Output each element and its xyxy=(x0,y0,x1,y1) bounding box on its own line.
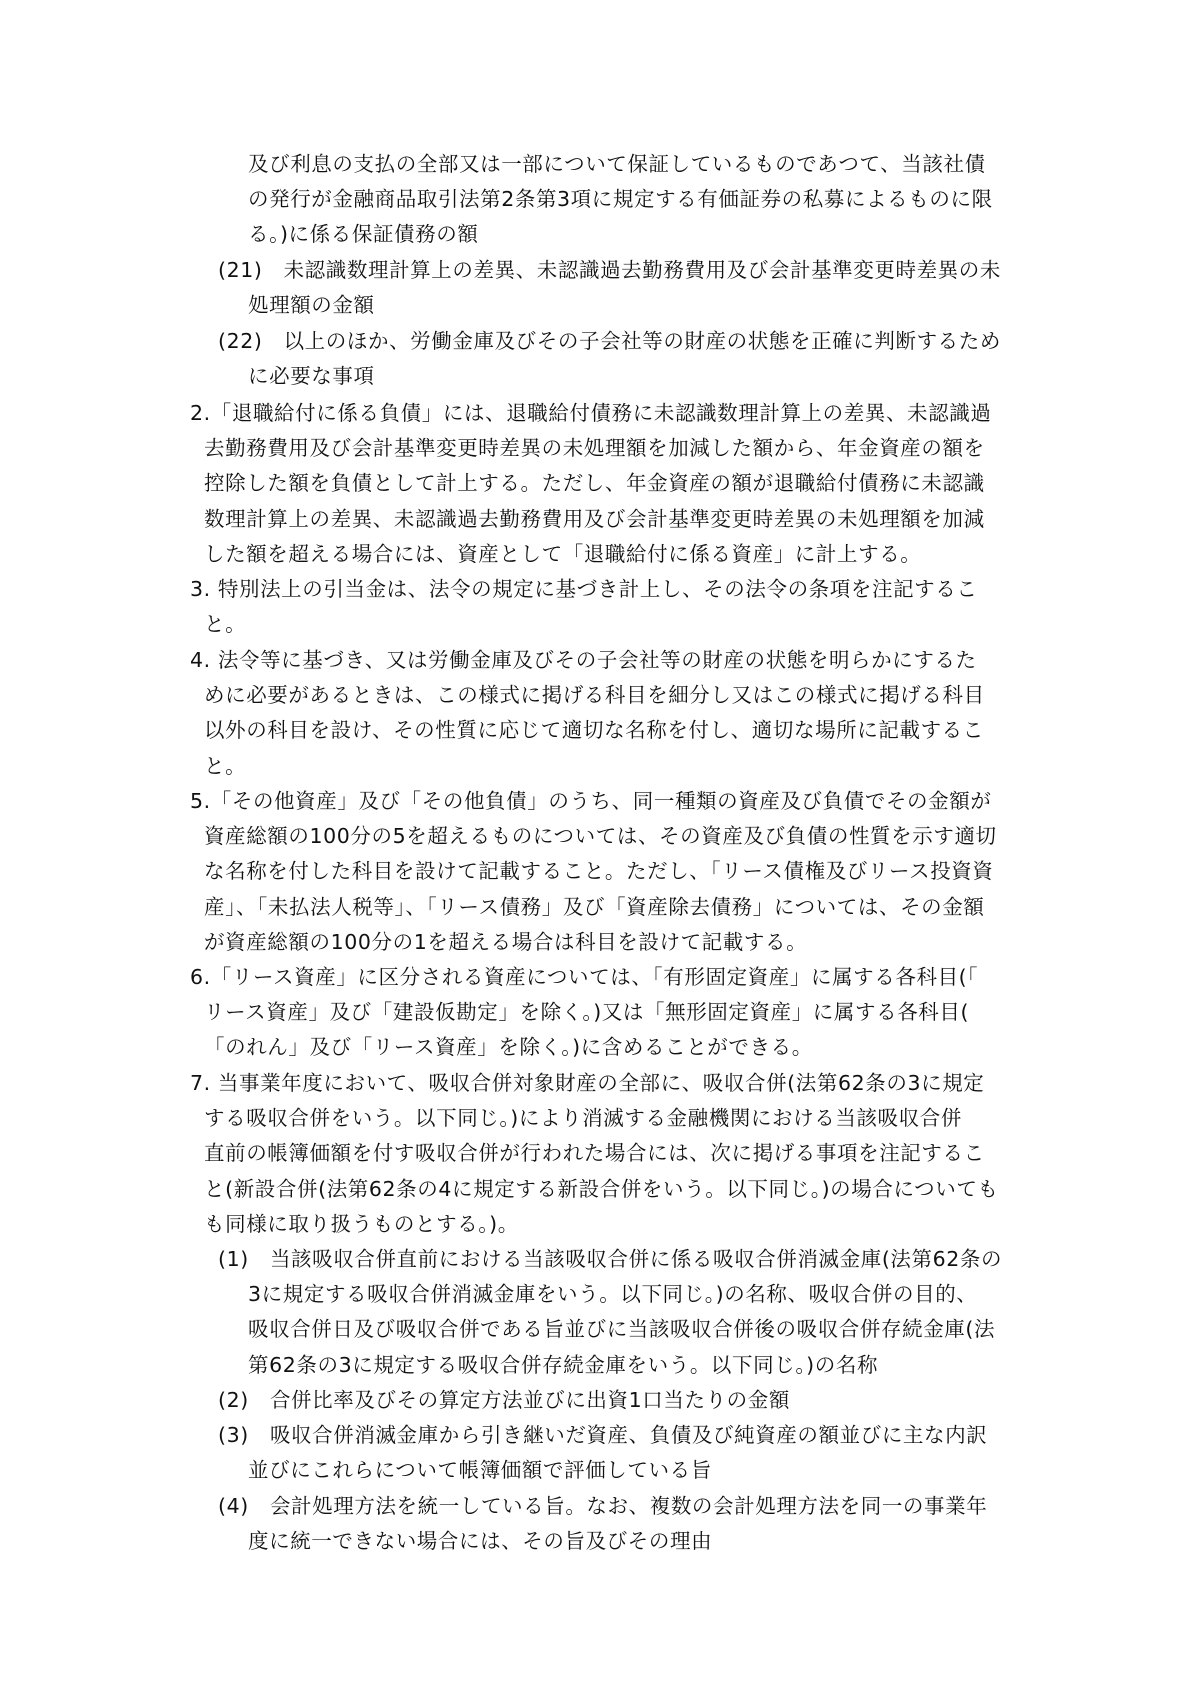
text-line: と。 xyxy=(204,753,247,778)
text-line: 3に規定する吸収合併消滅金庫をいう。以下同じ。)の名称、吸収合併の目的、 xyxy=(248,1282,978,1307)
text-line: 3. 特別法上の引当金は、法令の規定に基づき計上し、その法令の条項を注記するこ xyxy=(190,577,978,601)
text-line: (3) 吸収合併消滅金庫から引き継いだ資産、負債及び純資産の額並びに主な内訳 xyxy=(218,1423,988,1447)
sub-item-7-4 xyxy=(218,1489,987,1559)
item-5 xyxy=(190,784,997,960)
text-line: 直前の帳簿価額を付す吸収合併が行われた場合には、次に掲げる事項を注記するこ xyxy=(204,1141,985,1166)
text-line: な名称を付した科目を設けて記載すること。ただし、「リース債権及びリース投資資 xyxy=(204,859,994,884)
text-line: する吸収合併をいう。以下同じ。)により消滅する金融機関における当該吸収合併 xyxy=(204,1106,962,1131)
text-line: 数理計算上の差異、未認識過去勤務費用及び会計基準変更時差異の未処理額を加減 xyxy=(204,506,985,531)
text-line: 吸収合併日及び吸収合併である旨並びに当該吸収合併後の吸収合併存続金庫(法 xyxy=(248,1317,996,1342)
text-line: 7. 当事業年度において、吸収合併対象財産の全部に、吸収合併(法第62条の3に規定 xyxy=(190,1071,985,1095)
text-line: 度に統一できない場合には、その旨及びその理由 xyxy=(248,1529,713,1554)
sub-item-7-2 xyxy=(218,1383,790,1418)
text-line: 「のれん」及び「リース資産」を除く。)に含めることができる。 xyxy=(204,1035,813,1060)
text-line: 去勤務費用及び会計基準変更時差異の未処理額を加減した額から、年金資産の額を xyxy=(204,436,985,461)
text-line: 資産総額の100分の5を超えるものについては、その資産及び負債の性質を示す適切 xyxy=(204,824,997,849)
item-3 xyxy=(190,572,977,642)
text-line: 産」、「未払法人税等」、「リース債務」及び「資産除去債務」については、その金額 xyxy=(204,894,985,919)
text-line: 5.「その他資産」及び「その他負債」のうち、同一種類の資産及び負債でその金額が xyxy=(190,789,992,813)
item-4 xyxy=(190,643,985,784)
text-line: と。 xyxy=(204,612,247,637)
text-line: の発行が金融商品取引法第2条第3項に規定する有価証券の私募によるものに限 xyxy=(248,187,993,212)
text-line: めに必要があるときは、この様式に掲げる科目を細分し又はこの様式に掲げる科目 xyxy=(204,683,985,708)
text-line: (1) 当該吸収合併直前における当該吸収合併に係る吸収合併消滅金庫(法第62条の xyxy=(218,1247,1003,1271)
text-line: 及び利息の支払の全部又は一部について保証しているものであつて、当該社債 xyxy=(248,152,986,176)
text-line: 2.「退職給付に係る負債」には、退職給付債務に未認識数理計算上の差異、未認識過 xyxy=(190,401,992,425)
sub-item-7-3 xyxy=(218,1418,987,1488)
text-line: が資産総額の100分の1を超える場合は科目を設けて記載する。 xyxy=(204,929,808,954)
text-line: (22) 以上のほか、労働金庫及びその子会社等の財産の状態を正確に判断するため xyxy=(218,329,1001,353)
text-line: 4. 法令等に基づき、又は労働金庫及びその子会社等の財産の状態を明らかにするた xyxy=(190,648,977,672)
sub-item-7-1 xyxy=(218,1242,1002,1383)
text-line: (21) 未認識数理計算上の差異、未認識過去勤務費用及び会計基準変更時差異の未 xyxy=(218,258,1001,282)
text-line: リース資産」及び「建設仮勘定」を除く。)又は「無形固定資産」に属する各科目( xyxy=(204,1000,970,1025)
text-line: 6.「リース資産」に区分される資産については、「有形固定資産」に属する各科目(「 xyxy=(190,965,979,989)
text-line: と(新設合併(法第62条の4に規定する新設合併をいう。以下同じ。)の場合についても xyxy=(204,1176,999,1201)
text-line: に必要な事項 xyxy=(248,364,375,389)
text-line: 並びにこれらについて帳簿価額で評価している旨 xyxy=(248,1458,712,1483)
text-line: した額を超える場合には、資産として「退職給付に係る資産」に計上する。 xyxy=(204,541,922,566)
text-line: 控除した額を負債として計上する。ただし、年金資産の額が退職給付債務に未認識 xyxy=(204,471,985,496)
text-line: 処理額の金額 xyxy=(248,293,375,318)
text-line: る。)に係る保証債務の額 xyxy=(248,222,479,247)
sub-item-22 xyxy=(218,324,1001,394)
text-line: 第62条の3に規定する吸収合併存続金庫をいう。以下同じ。)の名称 xyxy=(248,1352,879,1377)
item-7 xyxy=(190,1066,999,1242)
continuation-paragraph xyxy=(248,147,993,253)
sub-item-21 xyxy=(218,253,1001,323)
text-line: 以外の科目を設け、その性質に応じて適切な名称を付し、適切な場所に記載するこ xyxy=(204,718,984,743)
text-line: (4) 会計処理方法を統一している旨。なお、複数の会計処理方法を同一の事業年 xyxy=(218,1494,988,1518)
item-2 xyxy=(190,396,991,572)
item-6 xyxy=(190,960,978,1066)
text-line: (2) 合併比率及びその算定方法並びに出資1口当たりの金額 xyxy=(218,1388,790,1412)
text-line: も同様に取り扱うものとする。)。 xyxy=(204,1211,519,1236)
